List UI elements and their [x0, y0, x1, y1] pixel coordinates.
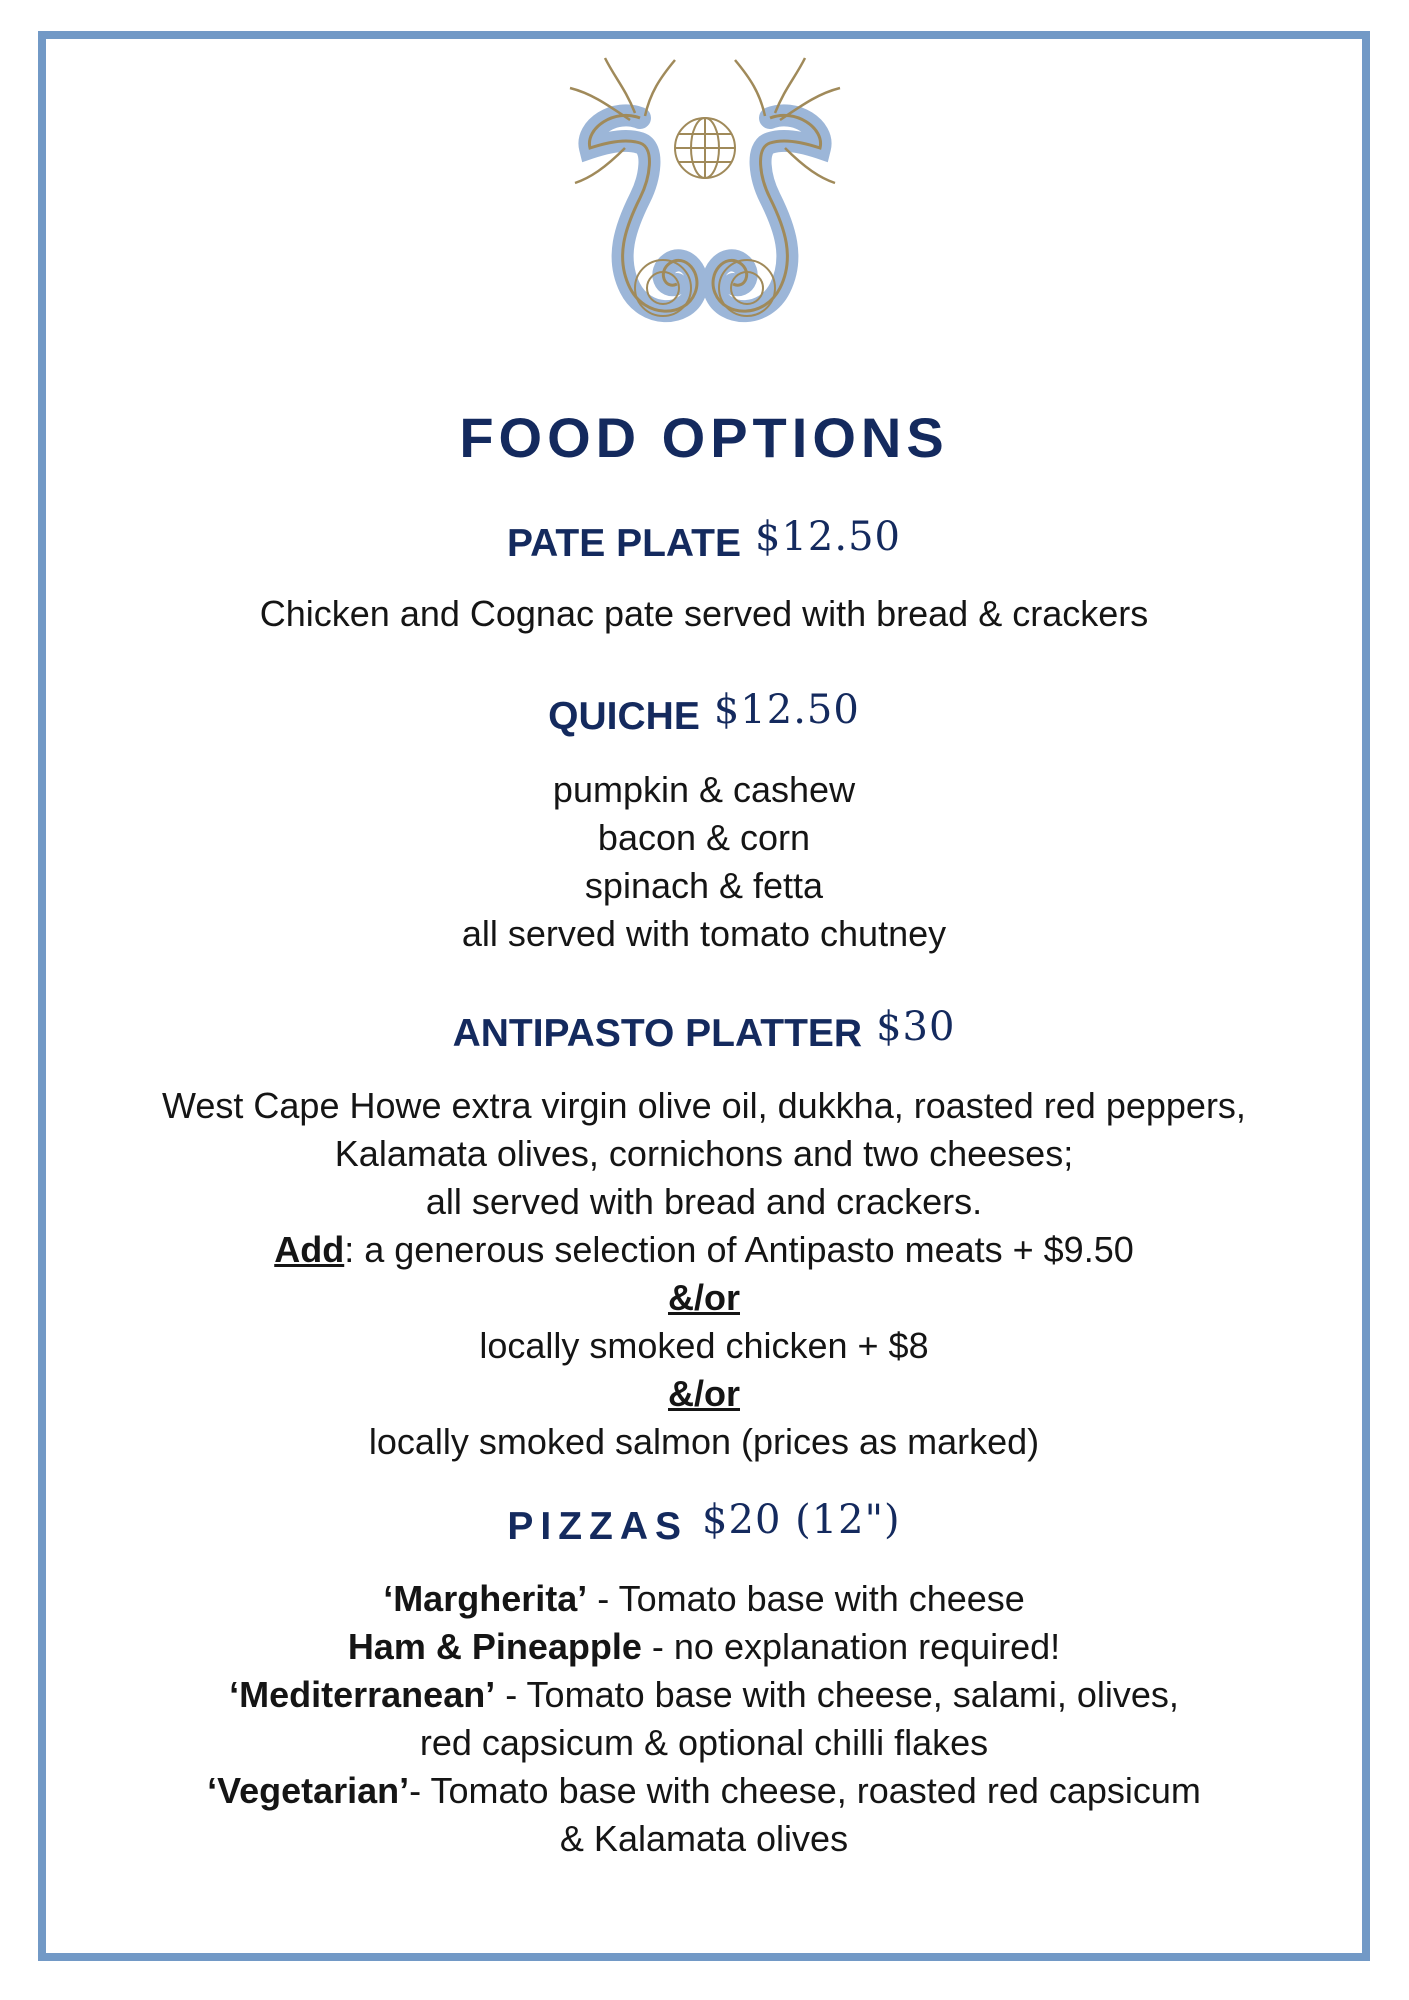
- pizza-desc: red capsicum & optional chilli flakes: [419, 1722, 989, 1763]
- list-item: bacon & corn: [597, 817, 811, 858]
- pizza-desc: - no explanation required!: [641, 1626, 1061, 1667]
- pizzas-price: $20 (12"): [702, 1497, 901, 1543]
- pizza-item: [46, 1815, 1362, 1863]
- antipasto-price: $30: [876, 1004, 956, 1050]
- salmon-option: locally smoked salmon (prices as marked): [368, 1421, 1040, 1462]
- pate-heading: [46, 514, 1362, 566]
- list-item: pumpkin & cashew: [552, 769, 856, 810]
- pate-description: [46, 590, 1362, 638]
- pizza-list: [46, 1575, 1362, 1863]
- list-item: spinach & fetta: [584, 865, 824, 906]
- page-title: FOOD OPTIONS: [459, 406, 949, 469]
- add-label: Add: [274, 1229, 345, 1270]
- list-item: all served with tomato chutney: [461, 913, 947, 954]
- pizza-item: [46, 1575, 1362, 1623]
- list-item: West Cape Howe extra virgin olive oil, dukkha, roasted red peppers,: [162, 1085, 1246, 1126]
- andor-divider: &/or: [668, 1277, 740, 1318]
- pizza-item: [46, 1767, 1362, 1815]
- list-item: all served with bread and crackers.: [425, 1181, 983, 1222]
- pizza-desc: - Tomato base with cheese, roasted red capsicum: [409, 1770, 1201, 1811]
- antipasto-heading: [46, 1004, 1362, 1056]
- andor-divider: &/or: [668, 1373, 740, 1414]
- quiche-list: [46, 766, 1362, 958]
- list-item: Kalamata olives, cornichons and two cheeses;: [334, 1133, 1074, 1174]
- pate-name: PATE PLATE: [507, 522, 742, 565]
- pizza-item: [46, 1671, 1362, 1719]
- pizza-desc: - Tomato base with cheese: [587, 1578, 1025, 1619]
- pizza-item: [46, 1623, 1362, 1671]
- add-line: [46, 1226, 1362, 1274]
- quiche-price: $12.50: [713, 687, 860, 733]
- pate-price: $12.50: [755, 514, 901, 560]
- pizzas-heading: [46, 1497, 1362, 1549]
- pizza-name: ‘Mediterranean’: [229, 1674, 496, 1715]
- pizza-name: ‘Margherita’: [383, 1578, 588, 1619]
- pate-description-text: Chicken and Cognac pate served with bread & crackers: [259, 593, 1149, 634]
- pizza-item: [46, 1719, 1362, 1767]
- quiche-name: QUICHE: [548, 695, 700, 738]
- pizza-desc: - Tomato base with cheese, salami, olives,: [495, 1674, 1179, 1715]
- add-text: : a generous selection of Antipasto meats + $9.50: [344, 1229, 1134, 1270]
- seahorse-logo-icon: [545, 48, 865, 368]
- chicken-option: locally smoked chicken + $8: [479, 1325, 929, 1366]
- pizza-name: Ham & Pineapple: [347, 1626, 642, 1667]
- antipasto-description: [46, 1082, 1362, 1466]
- antipasto-name: ANTIPASTO PLATTER: [452, 1012, 863, 1055]
- pizzas-name: PIZZAS: [507, 1505, 689, 1548]
- quiche-heading: [46, 687, 1362, 739]
- pizza-name: ‘Vegetarian’: [207, 1770, 410, 1811]
- pizza-desc: & Kalamata olives: [559, 1818, 849, 1859]
